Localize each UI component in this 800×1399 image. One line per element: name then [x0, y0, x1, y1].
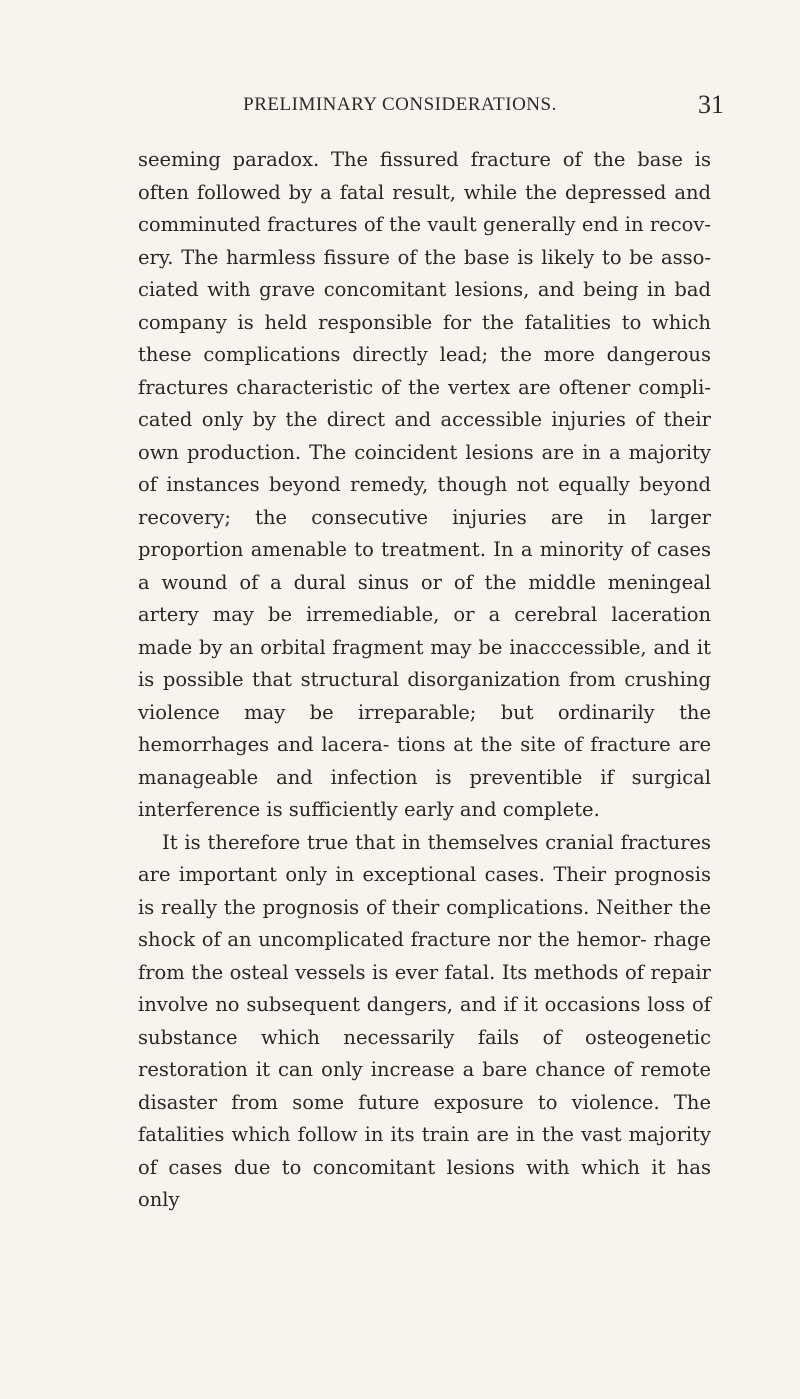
page-number: 31 — [698, 90, 724, 119]
paragraph-continued: seeming paradox. The fissured fracture of the base is often followed by a fatal result, while the depressed and comminuted fractures of the vault generally end in recov- ery. The harmless fissure of the base is likely to be asso- ciated with grave concomitant lesions, and being in bad company is held responsible for the fatalities to which these complications directly lead; the more dangerous fractures characteristic of the vertex are oftener compli- cated only by the direct and accessible injuries of their own production. The coincident lesions are in a majority of instances beyond remedy, though not equally beyond recovery; the consecutive injuries are in larger proportion amenable to treatment. In a minority of cases a wound of a dural sinus or of the middle meningeal artery may be irremediable, or a cerebral laceration made by an orbital fragment may be inacccessible, and it is possible that structural disorganization from crushing violence may be irreparable; but ordinarily the hemorrhages and lacera- tions at the site of fracture are manageable and infection is preventible if surgical interference is sufficiently early and complete. — [138, 148, 711, 821]
body-text — [138, 144, 711, 1217]
running-head — [0, 90, 800, 120]
running-title: PRELIMINARY CONSIDERATIONS. — [243, 94, 557, 115]
paragraph: It is therefore true that in themselves cranial fractures are important only in exceptional cases. Their prognosis is really the prognosis of their complications. Neither the shock of an uncomplicated fracture nor the hemor- rhage from the osteal vessels is ever fatal. Its methods of repair involve no subsequent dangers, and if it occasions loss of substance which necessarily fails of osteogenetic restoration it can only increase a bare chance of remote disaster from some future exposure to violence. The fatalities which follow in its train are in the vast majority of cases due to concomitant lesions with which it has only — [138, 830, 711, 1211]
